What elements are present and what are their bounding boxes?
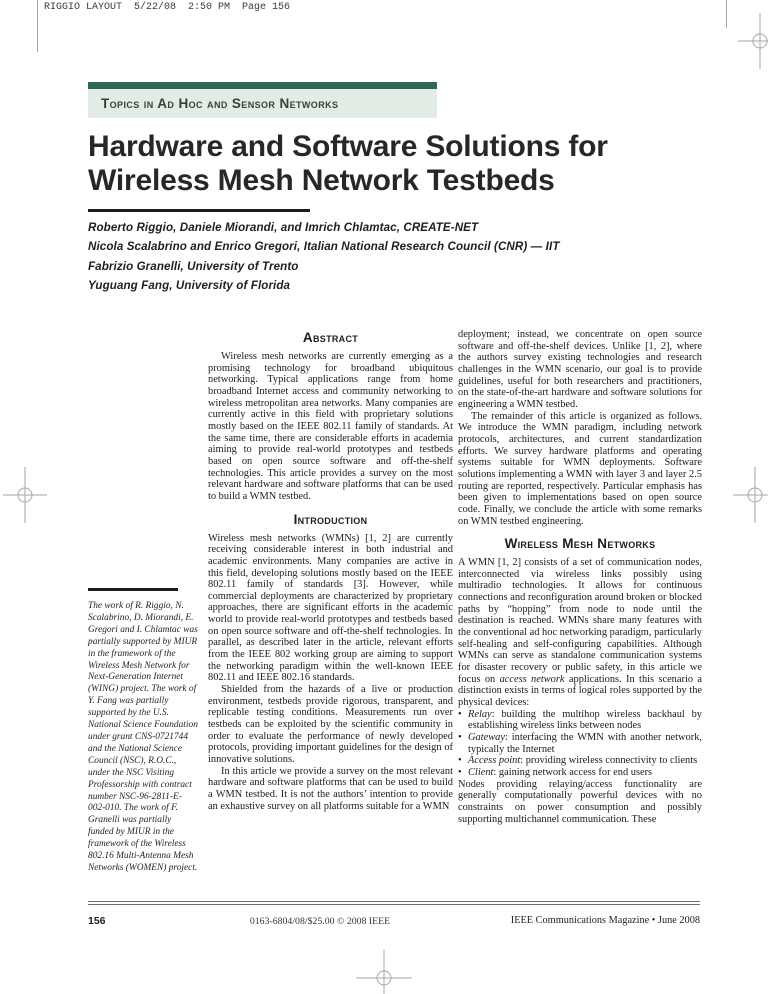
crop-mark-icon [726,0,727,28]
bullet-icon: • [458,732,462,743]
banner-top-bar [88,82,437,89]
list-item [458,732,702,755]
author-block [88,218,560,295]
topic-banner [88,82,437,118]
role-text: : interfacing the WMN with another network, typically the Internet [468,732,702,755]
abstract-heading: Abstract [302,330,359,345]
role-term: Access point [468,755,521,767]
page-number: 156 [88,915,106,927]
author-line: Roberto Riggio, Daniele Miorandi, and Imrich Chlamtac, CREATE-NET [88,221,479,234]
list-item [458,709,702,732]
bullet-icon: • [458,755,462,767]
crop-mark-icon [37,0,38,52]
right-column [458,329,702,900]
wmn-heading: Wireless Mesh Networks [504,536,656,552]
bullet-icon: • [458,708,462,720]
topic-banner-label: Topics in Ad Hoc and Sensor Networks [101,96,339,111]
registration-mark-icon [3,467,47,523]
role-term: Client [468,766,494,778]
author-line: Fabrizio Granelli, University of Trento [88,259,299,273]
wmn-paragraph: A WMN [1, 2] consists of a set of communication nodes, interconnected via wireless links possibly using multiradio technologies. It allows for continuous connections and reconfiguration around broken or blocked paths by “hopping” from node to node until the destination is reached. WMNs share many features with the conventional ad hoc networking paradigm, particularly self-healing and self-configuring capabilities. Although WMNs can serve as standalone communication systems for disaster recovery or public safety, in this article we focus on access network applications. In this scenario a distinction exists in terms of logical roles supported by the physical devices: [458,557,702,709]
article-title-line1: Hardware and Software Solutions for [88,130,608,163]
role-text: : providing wireless connectivity to clients [520,755,698,767]
funding-note: The work of R. Riggio, N. Scalabrino, D. Miorandi, E. Gregori and I. Chlamtac was partially supported by MIUR in the framework of the Wireless Mesh Network for Next-Generation Internet (WING) project. The work of Y. Fang was partially supported by the U.S. National Science Foundation under grant CNS-0721744 and the National Science Council (NSC), R.O.C., under the NSC Visiting Professorship with contract number NSC-96-2811-E-002-010. The work of F. Granelli was partially funded by MIUR in the framework of the Wireless 802.16 Multi-Antenna Mesh Networks (WOMEN) project. [88,601,198,873]
body-paragraph: The remainder of this article is organized as follows. We introduce the WMN paradigm, including network protocols, architectures, and current standardization efforts. We survey hardware platforms and operating systems suitable for WMN deployments. Software solutions implementing a WMN with layer 3 and layer 2.5 routing are reported, respectively. Particular emphasis has been given to implementations based on open source code. Finally, we conclude the article with some remarks on WMN testbed engineering. [458,410,702,527]
role-text: : gaining network access for end users [493,766,653,778]
body-paragraph: deployment; instead, we concentrate on open source software and off-the-shelf devices. Unlike [1, 2], where the authors survey existing technologies and research challenges in the WMN scenario, our goal is to provide guidelines, useful for both researchers and practitioners, on the state-of-the-art hardware and software solutions for engineering a WMN testbed. [458,329,702,410]
author-line: Yuguang Fang, University of Florida [88,278,291,292]
role-term: Gateway [468,732,505,743]
abstract-paragraph: Wireless mesh networks are currently emerging as a promising technology for broadband ubiquitous networking. Typical applications range from home broadband Internet access and community networking to wireless metropolitan area networks. Many companies are currently active in this field with proprietary solutions mostly based on the IEEE 802.11 family of standards. At the same time, there are considerable efforts in academia aiming to provide real-world prototypes and testbeds based on open source software and off-the-shelf technologies. This article provides a survey on the most relevant hardware and software platforms that can be used to build a WMN testbed. [208,351,453,502]
author-rule [88,209,310,212]
banner-box [88,89,437,118]
list-item [458,755,702,767]
funding-note-rule [88,588,178,591]
introduction-paragraph: In this article we provide a survey on the most relevant hardware and software platforms that can be used to build a WMN testbed. It is not the authors’ intention to provide an exhaustive survey on all platforms suitable for a WMN [208,765,453,812]
role-text: : building the multihop wireless backhaul by establishing wireless links between nodes [468,708,702,732]
introduction-heading: Introduction [293,511,368,527]
journal-name: IEEE Communications Magazine • June 2008 [510,915,700,926]
registration-mark-icon [733,467,768,523]
list-item [458,767,702,779]
left-column [208,330,453,901]
author-line: Nicola Scalabrino and Enrico Gregori, Italian National Research Council (CNR) — IIT [88,240,560,254]
role-term: Relay [468,708,492,720]
copyright-notice: 0163-6804/08/$25.00 © 2008 IEEE [249,916,391,927]
registration-mark-icon [356,950,412,994]
footer-rule [88,901,700,905]
introduction-paragraph: Shielded from the hazards of a live or production environment, testbeds provide rigorous, transparent, and replicable testing conditions. Measurements run over testbeds can be exploited by the scientific community in order to evaluate the performance of newly developed protocols, providing important guidelines for the design of innovative solutions. [208,684,453,765]
print-slug: RIGGIO LAYOUT 5/22/08 2:50 PM Page 156 [44,2,291,13]
role-list [458,709,702,779]
registration-mark-icon [738,13,768,69]
wmn-paragraph: Nodes providing relaying/access functionality are generally computationally powerful devices with no constraints on power consumption and possibly supporting multichannel communication. These [458,778,702,825]
bullet-icon: • [458,766,462,778]
article-title-line2: Wireless Mesh Network Testbeds [88,164,555,197]
article-title [88,130,608,198]
introduction-paragraph: Wireless mesh networks (WMNs) [1, 2] are currently receiving considerable interest in both industrial and academic environments. Many companies are active in this field, developing solutions mostly based on the IEEE 802.11 family of standards [3]. However, while commercial deployments are characterized by proprietary approaches, there are significant efforts in the academic world to provide real-world prototypes and testbeds based on open source software and off-the-shelf technologies. In parallel, as described later in the article, relevant efforts from the IEEE 802 working group are aiming to support the networking paradigm within the well-known IEEE 802.11 and IEEE 802.16 standards. [208,532,453,684]
